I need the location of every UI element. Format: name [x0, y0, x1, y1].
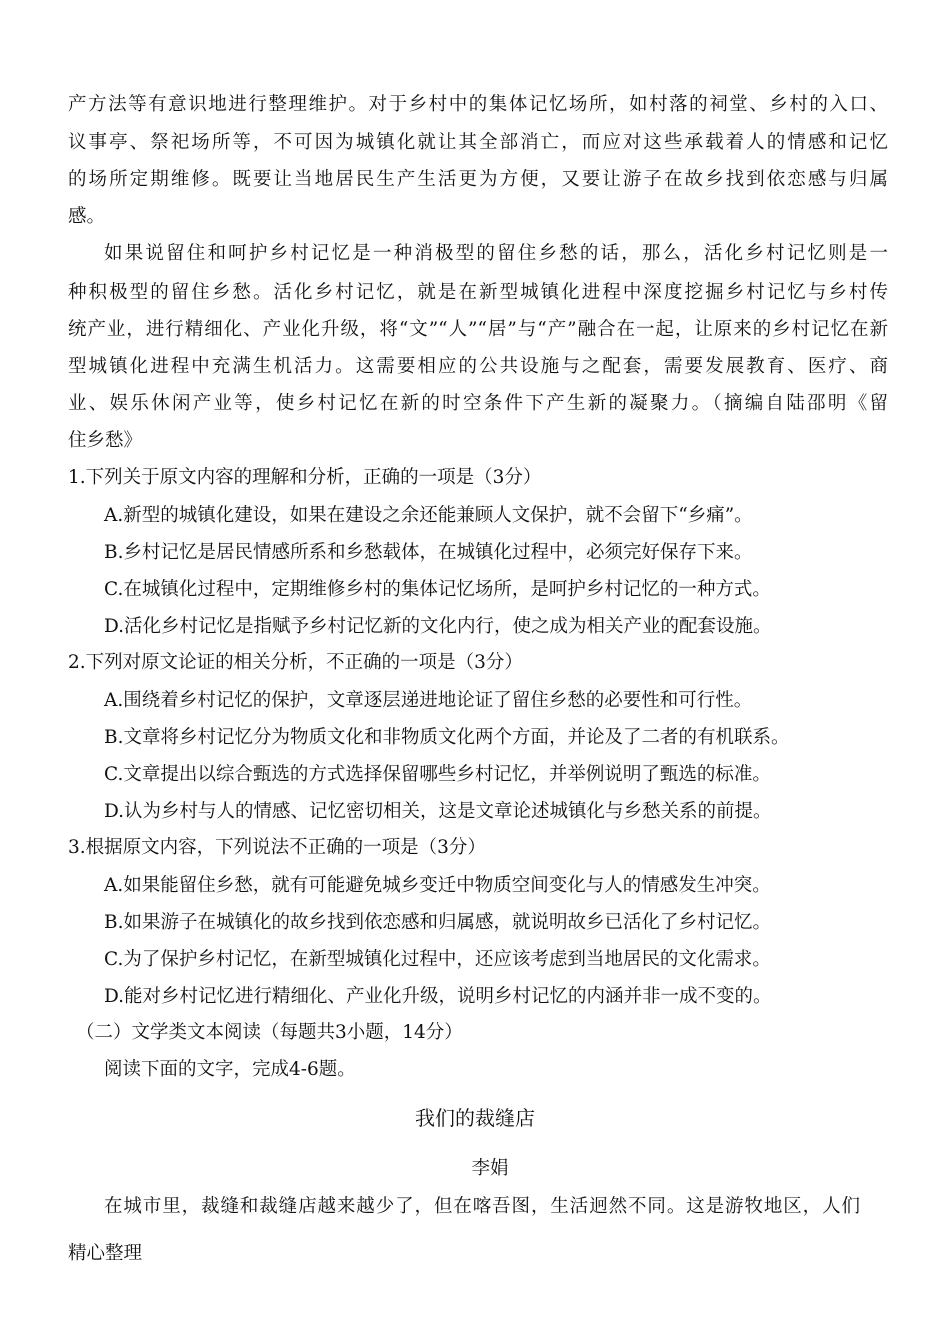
question-option: B.文章将乡村记忆分为物质文化和非物质文化两个方面，并论及了二者的有机联系。: [104, 727, 790, 748]
passage-line: 统产业，进行精细化、产业化升级，将“文”“人”“居”与“产”融合在一起，让原来的乡村记忆在新: [68, 319, 888, 340]
question-option: B.乡村记忆是居民情感所系和乡愁载体，在城镇化过程中，必须完好保存下来。: [104, 542, 753, 563]
question-stem: 2.下列对原文论证的相关分析，不正确的一项是（3分）: [68, 652, 523, 673]
question-option: D.认为乡村与人的情感、记忆密切相关，这是文章论述城镇化与乡愁关系的前提。: [104, 801, 772, 822]
passage-line: 住乡愁》: [68, 430, 143, 451]
passage-line: 如果说留住和呵护乡村记忆是一种消极型的留住乡愁的话，那么，活化乡村记忆则是一: [104, 243, 888, 264]
story-author: 李娟: [471, 1158, 509, 1179]
question-option: B.如果游子在城镇化的故乡找到依恋感和归属感，就说明故乡已活化了乡村记忆。: [104, 912, 771, 933]
question-option: D.能对乡村记忆进行精细化、产业化升级，说明乡村记忆的内涵并非一成不变的。: [104, 986, 772, 1007]
question-option: A.如果能留住乡愁，就有可能避免城乡变迁中物质空间变化与人的情感发生冲突。: [104, 875, 771, 896]
passage-line: 议事亭、祭祀场所等，不可因为城镇化就让其全部消亡，而应对这些承载着人的情感和记忆: [68, 132, 888, 153]
passage-line: 业、娱乐休闲产业等，使乡村记忆在新的时空条件下产生新的凝聚力。（摘编自陆邵明《留: [68, 393, 888, 414]
section-instruction: 阅读下面的文字，完成4-6题。: [104, 1059, 356, 1080]
passage-line: 型城镇化进程中充满生机活力。这需要相应的公共设施与之配套，需要发展教育、医疗、商: [68, 356, 888, 377]
passage-line: 感。: [68, 206, 106, 227]
footer-text: 精心整理: [68, 1243, 143, 1264]
passage-line: 产方法等有意识地进行整理维护。对于乡村中的集体记忆场所，如村落的祠堂、乡村的入口、: [68, 94, 888, 115]
passage-line: 种积极型的留住乡愁。活化乡村记忆，就是在新型城镇化进程中深度挖掘乡村记忆与乡村传: [68, 282, 888, 303]
question-stem: 3.根据原文内容，下列说法不正确的一项是（3分）: [68, 837, 486, 858]
question-option: D.活化乡村记忆是指赋予乡村记忆新的文化内行，使之成为相关产业的配套设施。: [104, 616, 772, 637]
story-title: 我们的裁缝店: [415, 1106, 535, 1130]
question-option: A.围绕着乡村记忆的保护，文章逐层递进地论证了留住乡愁的必要性和可行性。: [104, 690, 753, 711]
section-heading: （二）文学类文本阅读（每题共3小题，14分）: [76, 1022, 463, 1043]
question-option: A.新型的城镇化建设，如果在建设之余还能兼顾人文保护，就不会留下“乡痛”。: [104, 505, 753, 526]
question-option: C.为了保护乡村记忆，在新型城镇化过程中，还应该考虑到当地居民的文化需求。: [104, 949, 771, 970]
story-first-line: 在城市里，裁缝和裁缝店越来越少了，但在喀吾图，生活迥然不同。这是游牧地区，人们: [104, 1196, 860, 1217]
question-option: C.文章提出以综合甄选的方式选择保留哪些乡村记忆，并举例说明了甄选的标准。: [104, 764, 771, 785]
passage-line: 的场所定期维修。既要让当地居民生产生活更为方便，又要让游子在故乡找到依恋感与归属: [68, 169, 888, 190]
question-stem: 1.下列关于原文内容的理解和分析，正确的一项是（3分）: [68, 467, 542, 488]
question-option: C.在城镇化过程中，定期维修乡村的集体记忆场所，是呵护乡村记忆的一种方式。: [104, 579, 771, 600]
